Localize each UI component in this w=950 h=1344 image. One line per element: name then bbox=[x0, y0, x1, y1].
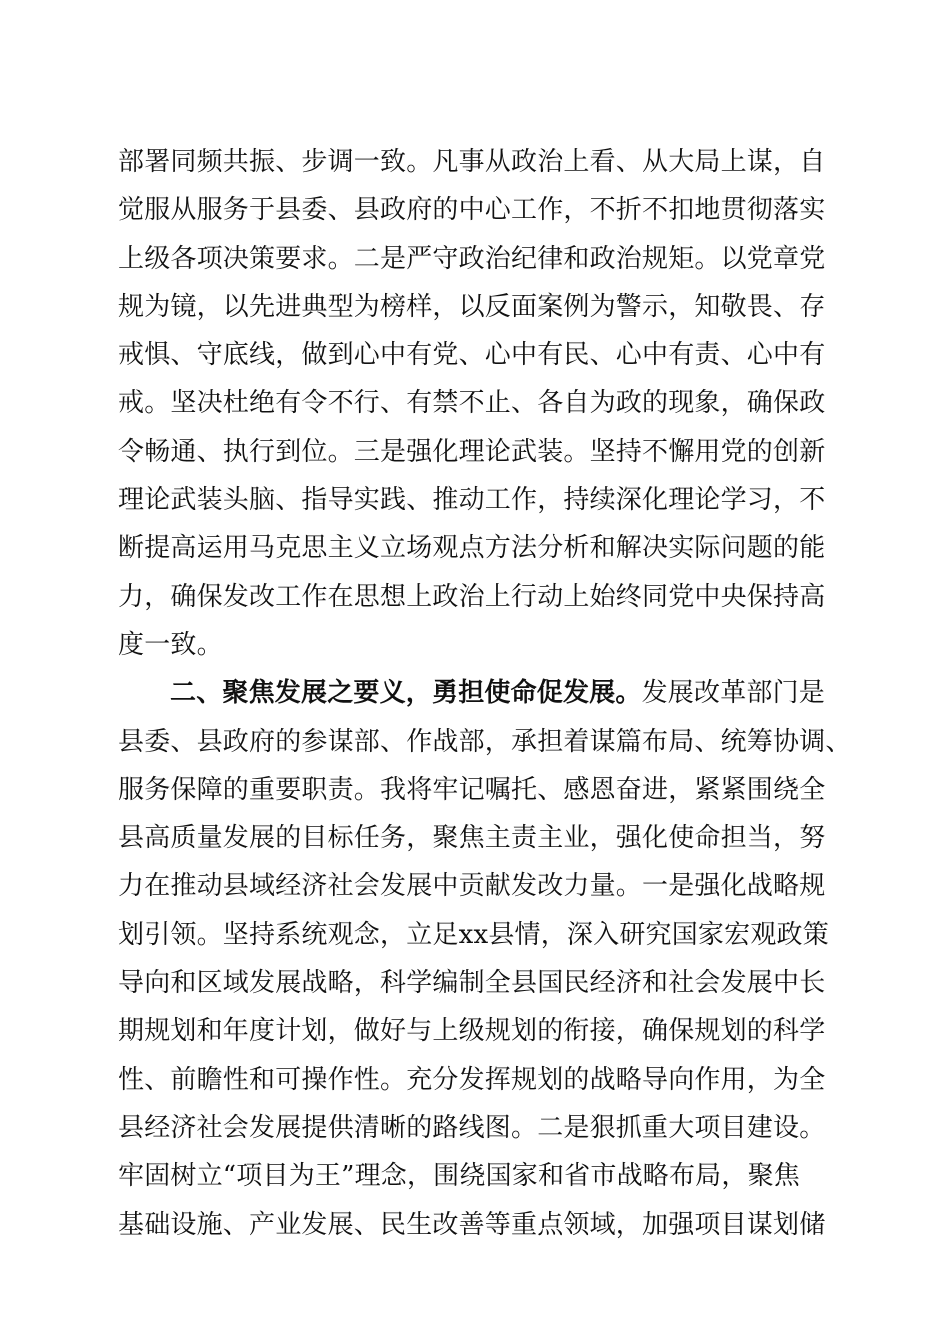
document-body bbox=[118, 138, 852, 1249]
paragraph-line: 划引领。坚持系统观念，立足xx县情，深入研究国家宏观政策 bbox=[118, 919, 829, 950]
paragraph-line: 断提高运用马克思主义立场观点方法分析和解决实际问题的能 bbox=[118, 533, 826, 564]
paragraph-line: 力，确保发改工作在思想上政治上行动上始终同党中央保持高 bbox=[118, 581, 826, 612]
paragraph-line: 力在推动县域经济社会发展中贡献发改力量。一是强化战略规 bbox=[118, 871, 826, 902]
paragraph-line: 县经济社会发展提供清晰的路线图。二是狠抓重大项目建设。 bbox=[118, 1112, 826, 1143]
paragraph-line: 规为镜，以先进典型为榜样，以反面案例为警示，知敬畏、存 bbox=[118, 291, 826, 322]
paragraph-line: 导向和区域发展战略，科学编制全县国民经济和社会发展中长 bbox=[118, 968, 826, 999]
paragraph-line: 期规划和年度计划，做好与上级规划的衔接，确保规划的科学 bbox=[118, 1016, 826, 1047]
paragraph-line: 县高质量发展的目标任务，聚焦主责主业，强化使命担当，努 bbox=[118, 823, 826, 854]
section-first-line bbox=[118, 669, 838, 717]
paragraph-line: 性、前瞻性和可操作性。充分发挥规划的战略导向作用，为全 bbox=[118, 1064, 826, 1095]
paragraph-line: 服务保障的重要职责。我将牢记嘱托、感恩奋进，紧紧围绕全 bbox=[118, 774, 826, 805]
paragraph-line: 戒惧、守底线，做到心中有党、心中有民、心中有责、心中有 bbox=[118, 340, 826, 371]
paragraph-line: 觉服从服务于县委、县政府的中心工作，不折不扣地贯彻落实 bbox=[118, 195, 826, 226]
paragraph-line: 部署同频共振、步调一致。凡事从政治上看、从大局上谋，自 bbox=[118, 147, 826, 177]
paragraph-line: 上级各项决策要求。二是严守政治纪律和政治规矩。以党章党 bbox=[118, 243, 826, 274]
paragraph-line: 理论武装头脑、指导实践、推动工作，持续深化理论学习，不 bbox=[118, 485, 826, 516]
paragraph-line: 度一致。 bbox=[118, 629, 223, 660]
section-first-line-text: 发展改革部门是 bbox=[641, 678, 826, 709]
paragraph-line: 戒。坚决杜绝有令不行、有禁不止、各自为政的现象，确保政 bbox=[118, 388, 826, 419]
paragraph-line: 令畅通、执行到位。三是强化理论武装。坚持不懈用党的创新 bbox=[118, 436, 826, 467]
section-heading: 二、聚焦发展之要义，勇担使命促发展。 bbox=[170, 678, 642, 709]
paragraph-line: 基础设施、产业发展、民生改善等重点领域，加强项目谋划储 bbox=[118, 1209, 826, 1240]
paragraph-line: 牢固树立“项目为王”理念，围绕国家和省市战略布局，聚焦 bbox=[118, 1161, 800, 1192]
paragraph-line: 县委、县政府的参谋部、作战部，承担着谋篇布局、统筹协调、 bbox=[118, 726, 852, 757]
